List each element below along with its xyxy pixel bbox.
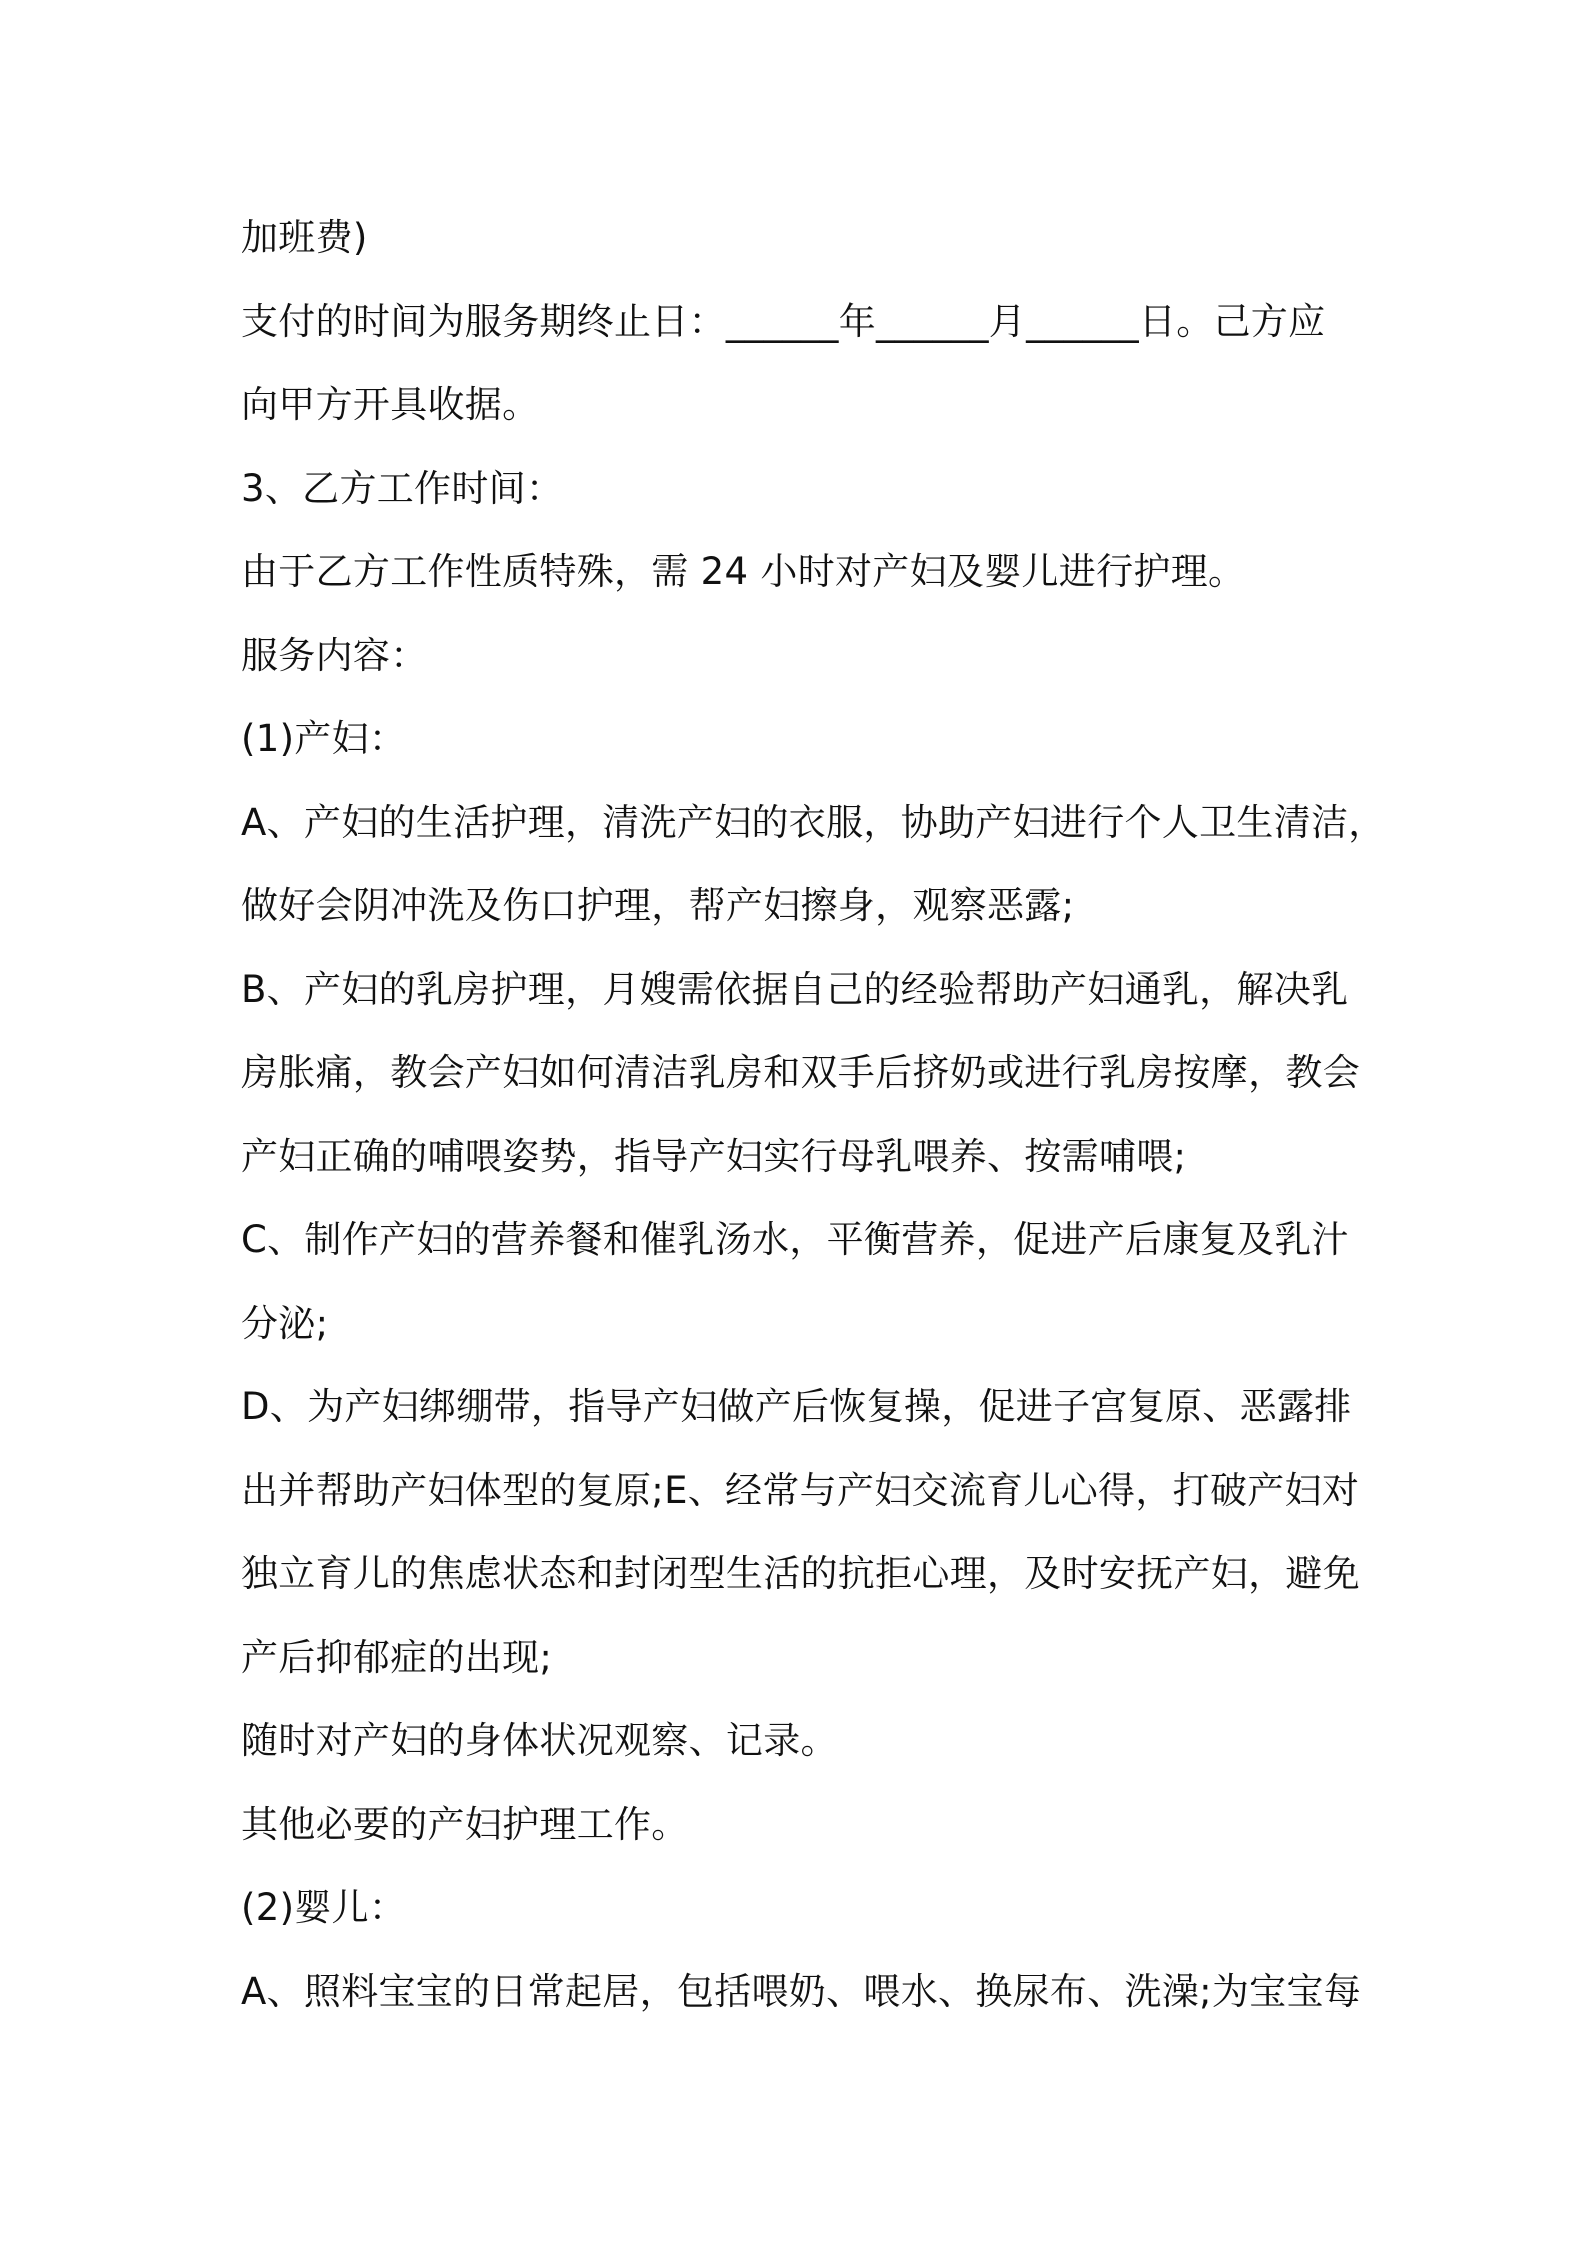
subsection-heading: (2)婴儿： xyxy=(241,1886,407,1929)
text-line: 支付的时间为服务期终止日：______年______月______日。己方应 xyxy=(241,299,1326,343)
text-line: B、产妇的乳房护理，月嫂需依据自己的经验帮助产妇通乳，解决乳 xyxy=(241,967,1349,1011)
text-line: 向甲方开具收据。 xyxy=(241,383,540,426)
text-line: 出并帮助产妇体型的复原;E、经常与产妇交流育儿心得，打破产妇对 xyxy=(241,1468,1360,1512)
text-line: 独立育儿的焦虑状态和封闭型生活的抗拒心理，及时安抚产妇，避免 xyxy=(241,1552,1360,1595)
text-line: 其他必要的产妇护理工作。 xyxy=(241,1802,689,1846)
text-line: C、制作产妇的营养餐和催乳汤水，平衡营养，促进产后康复及乳汁 xyxy=(241,1218,1349,1261)
text-line: 由于乙方工作性质特殊，需 24 小时对产妇及婴儿进行护理。 xyxy=(241,550,1246,593)
text-line: 产妇正确的哺喂姿势，指导产妇实行母乳喂养、按需哺喂; xyxy=(241,1134,1187,1178)
text-line: 做好会阴冲洗及伤口护理，帮产妇擦身，观察恶露; xyxy=(241,884,1075,927)
document-body xyxy=(241,196,1386,2033)
text-line: A、产妇的生活护理，清洗产妇的衣服，协助产妇进行个人卫生清洁， xyxy=(241,800,1386,844)
text-line: 房胀痛，教会产妇如何清洁乳房和双手后挤奶或进行乳房按摩，教会 xyxy=(241,1051,1360,1094)
section-heading: 3、乙方工作时间： xyxy=(241,466,564,510)
text-line: 加班费) xyxy=(241,216,368,259)
text-line: A、照料宝宝的日常起居，包括喂奶、喂水、换尿布、洗澡;为宝宝每 xyxy=(241,1969,1362,2013)
text-line: 分泌; xyxy=(241,1301,329,1345)
text-line: 产后抑郁症的出现; xyxy=(241,1635,553,1679)
section-heading: 服务内容： xyxy=(241,633,428,677)
subsection-heading: (1)产妇： xyxy=(241,717,407,760)
text-line: D、为产妇绑绷带，指导产妇做产后恢复操，促进子宫复原、恶露排 xyxy=(241,1385,1352,1428)
text-line: 随时对产妇的身体状况观察、记录。 xyxy=(241,1719,838,1762)
